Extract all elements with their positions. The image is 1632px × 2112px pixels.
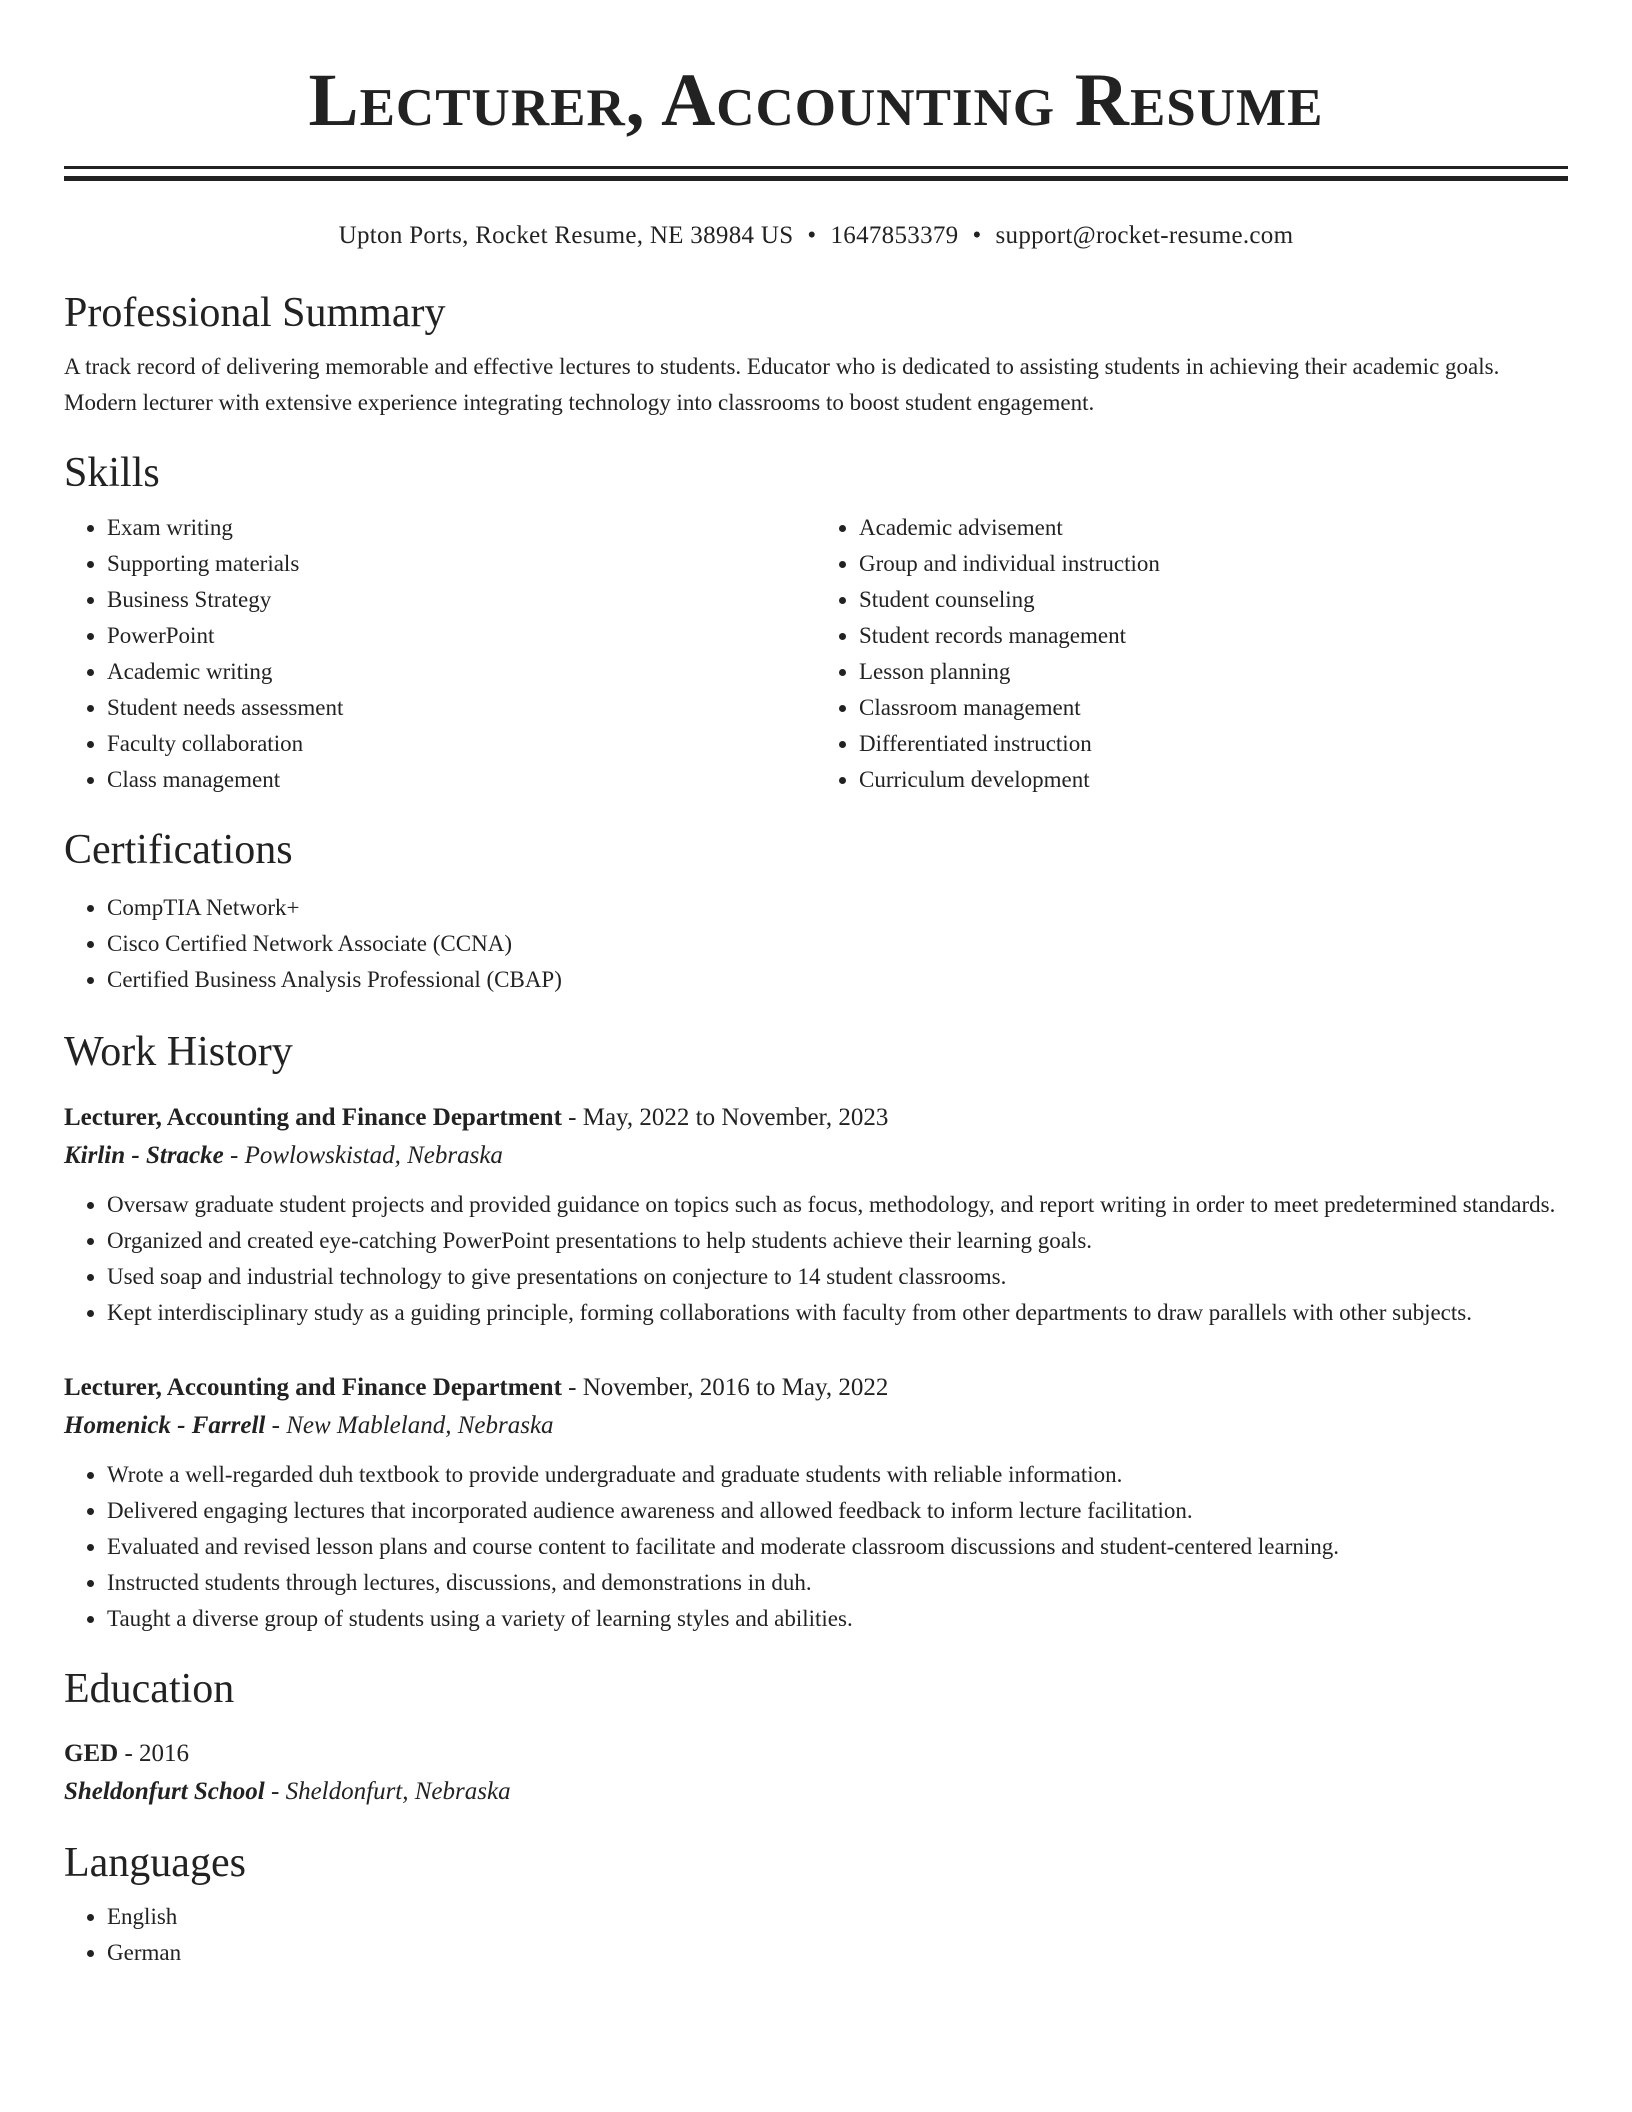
skill-item: • Faculty collaboration bbox=[107, 726, 816, 762]
skill-item: • Lesson planning bbox=[859, 654, 1568, 690]
skill-item: • Exam writing bbox=[107, 510, 816, 546]
education-school: Sheldonfurt School bbox=[64, 1778, 265, 1805]
skill-item: • Group and individual instruction bbox=[859, 546, 1568, 582]
summary-section bbox=[64, 289, 1568, 421]
job-bullets bbox=[64, 1457, 1568, 1637]
job-bullet: • Kept interdisciplinary study as a guiding principle, forming collaborations with faculty from other departments to draw parallels with other subjects. bbox=[107, 1295, 1568, 1331]
languages-list bbox=[64, 1899, 1568, 1971]
skills-columns bbox=[64, 510, 1568, 798]
job-title: Lecturer, Accounting and Finance Department bbox=[64, 1374, 562, 1401]
job-dates: - May, 2022 to November, 2023 bbox=[561, 1104, 889, 1131]
education-location: - Sheldonfurt, Nebraska bbox=[264, 1778, 511, 1805]
job-bullet: • Oversaw graduate student projects and provided guidance on topics such as focus, methodology, and report writing in order to meet predetermined standards. bbox=[107, 1187, 1568, 1223]
contact-email[interactable]: support@rocket-resume.com bbox=[995, 222, 1294, 249]
certification-item: • Cisco Certified Network Associate (CCNA) bbox=[107, 926, 1568, 962]
job-bullet: • Instructed students through lectures, discussions, and demonstrations in duh. bbox=[107, 1565, 1568, 1601]
job-bullet: • Organized and created eye-catching PowerPoint presentations to help students achieve their learning goals. bbox=[107, 1223, 1568, 1259]
certifications-heading: Certifications bbox=[64, 827, 293, 873]
job-bullet: • Delivered engaging lectures that incorporated audience awareness and allowed feedback to inform lecture facilitation. bbox=[107, 1493, 1568, 1529]
job-bullet: • Evaluated and revised lesson plans and course content to facilitate and moderate classroom discussions and student-centered learning. bbox=[107, 1529, 1568, 1565]
title-divider-top bbox=[64, 166, 1568, 169]
job-bullet: • Wrote a well-regarded duh textbook to provide undergraduate and graduate students with reliable information. bbox=[107, 1457, 1568, 1493]
job-bullet: • Taught a diverse group of students using a variety of learning styles and abilities. bbox=[107, 1601, 1568, 1637]
job-company: Homenick - Farrell bbox=[64, 1412, 266, 1439]
job-location: - Powlowskistad, Nebraska bbox=[223, 1142, 503, 1169]
skill-item: • PowerPoint bbox=[107, 618, 816, 654]
skill-item: • Student needs assessment bbox=[107, 690, 816, 726]
skill-item: • Supporting materials bbox=[107, 546, 816, 582]
summary-text: A track record of delivering memorable and effective lectures to students. Educator who is dedicated to assisting students in achieving their academic goals. Modern lecturer with extensive experience integrating technology into classrooms to boost student engagement. bbox=[64, 354, 1500, 415]
education-heading: Education bbox=[64, 1666, 235, 1712]
skill-item: • Differentiated instruction bbox=[859, 726, 1568, 762]
job-entry bbox=[64, 1369, 1568, 1637]
job-bullets bbox=[64, 1187, 1568, 1331]
education-section bbox=[64, 1665, 1568, 1811]
contact-phone: 1647853379 bbox=[830, 222, 959, 249]
education-degree: GED bbox=[64, 1740, 119, 1767]
job-entry bbox=[64, 1099, 1568, 1331]
skill-item: • Business Strategy bbox=[107, 582, 816, 618]
language-item: • English bbox=[107, 1899, 1568, 1935]
skills-list-left bbox=[64, 510, 816, 798]
skills-heading: Skills bbox=[64, 450, 160, 496]
work-history-heading: Work History bbox=[64, 1029, 293, 1075]
job-title-line bbox=[64, 1099, 1568, 1137]
education-entry bbox=[64, 1735, 1568, 1811]
title-divider-bottom bbox=[64, 176, 1568, 181]
summary-heading: Professional Summary bbox=[64, 290, 446, 336]
job-company-line bbox=[64, 1407, 1568, 1445]
skill-item: • Student records management bbox=[859, 618, 1568, 654]
skill-item: • Curriculum development bbox=[859, 762, 1568, 798]
skill-item: • Student counseling bbox=[859, 582, 1568, 618]
certification-item: • CompTIA Network+ bbox=[107, 890, 1568, 926]
languages-section bbox=[64, 1839, 1568, 1971]
work-history-section bbox=[64, 1028, 1568, 1637]
contact-address: Upton Ports, Rocket Resume, NE 38984 US bbox=[338, 222, 794, 249]
certifications-list bbox=[64, 890, 1568, 998]
contact-separator: • bbox=[807, 222, 817, 249]
contact-separator: • bbox=[972, 222, 982, 249]
job-company: Kirlin - Stracke bbox=[64, 1142, 224, 1169]
job-company-line bbox=[64, 1137, 1568, 1175]
skill-item: • Classroom management bbox=[859, 690, 1568, 726]
languages-heading: Languages bbox=[64, 1840, 246, 1886]
job-title-line bbox=[64, 1369, 1568, 1407]
skills-list-right bbox=[816, 510, 1568, 798]
skill-item: • Academic advisement bbox=[859, 510, 1568, 546]
job-location: - New Mableland, Nebraska bbox=[265, 1412, 554, 1439]
language-item: • German bbox=[107, 1935, 1568, 1971]
education-degree-line bbox=[64, 1735, 1568, 1773]
education-year: - 2016 bbox=[118, 1740, 190, 1767]
certification-item: • Certified Business Analysis Professional (CBAP) bbox=[107, 962, 1568, 998]
education-school-line bbox=[64, 1773, 1568, 1811]
job-title: Lecturer, Accounting and Finance Department bbox=[64, 1104, 562, 1131]
certifications-section bbox=[64, 826, 1568, 998]
resume-title: Lecturer, Accounting Resume bbox=[308, 59, 1324, 142]
skill-item: • Class management bbox=[107, 762, 816, 798]
skill-item: • Academic writing bbox=[107, 654, 816, 690]
job-dates: - November, 2016 to May, 2022 bbox=[561, 1374, 889, 1401]
contact-line bbox=[64, 219, 1568, 253]
skills-section bbox=[64, 449, 1568, 798]
job-bullet: • Used soap and industrial technology to give presentations on conjecture to 14 student classrooms. bbox=[107, 1259, 1568, 1295]
